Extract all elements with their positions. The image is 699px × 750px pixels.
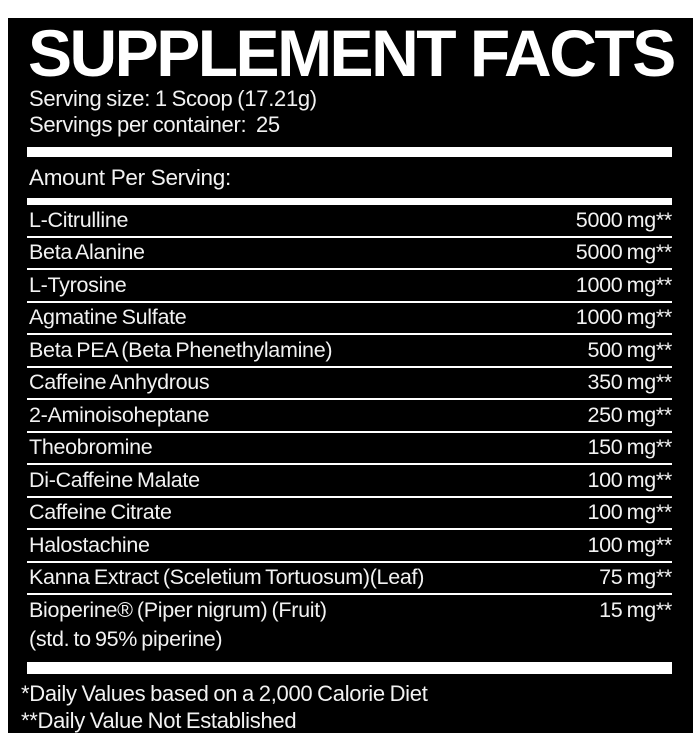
ingredient-amount: 150 mg**	[587, 435, 672, 460]
ingredient-amount: 1000 mg**	[575, 272, 672, 297]
ingredient-row	[27, 530, 672, 563]
ingredient-row	[27, 205, 672, 238]
ingredient-row-continuation	[27, 625, 672, 654]
supplement-facts-title: SUPPLEMENT FACTS	[28, 16, 674, 90]
ingredient-row	[27, 433, 672, 466]
header-divider	[27, 198, 672, 205]
ingredient-amount: 100 mg**	[587, 532, 672, 557]
ingredient-name: 2-Aminoisoheptane	[29, 402, 210, 427]
ingredient-row	[27, 303, 672, 336]
ingredient-amount: 5000 mg**	[575, 207, 672, 232]
ingredient-row	[27, 465, 672, 498]
ingredient-amount: 350 mg**	[587, 370, 672, 395]
ingredient-row	[27, 498, 672, 531]
ingredient-amount: 15 mg**	[599, 597, 672, 622]
footnote-daily-values: *Daily Values based on a 2,000 Calorie Diet	[21, 681, 428, 706]
ingredient-row	[27, 335, 672, 368]
servings-per-container-line: Servings per container: 25	[29, 112, 280, 137]
serving-size-line: Serving size: 1 Scoop (17.21g)	[29, 86, 317, 111]
ingredient-name: L-Citrulline	[29, 207, 129, 232]
footer-divider	[27, 662, 672, 674]
ingredient-amount: 5000 mg**	[575, 240, 672, 265]
ingredient-name: L-Tyrosine	[29, 272, 127, 297]
ingredient-row	[27, 270, 672, 303]
ingredient-name: Caffeine Citrate	[29, 500, 172, 525]
ingredient-table	[27, 205, 672, 654]
amount-per-serving-header: Amount Per Serving:	[29, 165, 231, 190]
ingredient-amount: 100 mg**	[587, 500, 672, 525]
ingredient-name: Agmatine Sulfate	[29, 305, 187, 330]
ingredient-amount: 500 mg**	[587, 337, 672, 362]
ingredient-name: Bioperine® (Piper nigrum) (Fruit)	[29, 597, 327, 622]
ingredient-name: Caffeine Anhydrous	[29, 370, 210, 395]
ingredient-row	[27, 238, 672, 271]
ingredient-name: Theobromine	[29, 435, 153, 460]
ingredient-name: (std. to 95% piperine)	[29, 627, 223, 651]
ingredient-name: Beta Alanine	[29, 240, 145, 265]
ingredient-amount: 75 mg**	[599, 565, 672, 590]
ingredient-amount: 100 mg**	[587, 467, 672, 492]
top-thick-divider	[27, 147, 672, 157]
ingredient-row	[27, 595, 672, 625]
ingredient-row	[27, 368, 672, 401]
ingredient-amount: 1000 mg**	[575, 305, 672, 330]
ingredient-row	[27, 400, 672, 433]
ingredient-name: Beta PEA (Beta Phenethylamine)	[29, 337, 333, 362]
supplement-facts-panel	[8, 18, 693, 733]
footnote-not-established: **Daily Value Not Established	[21, 708, 297, 733]
ingredient-name: Kanna Extract (Sceletium Tortuosum)(Leaf)	[29, 565, 425, 590]
ingredient-row	[27, 563, 672, 596]
ingredient-name: Halostachine	[29, 532, 150, 557]
ingredient-name: Di-Caffeine Malate	[29, 467, 200, 492]
ingredient-amount: 250 mg**	[587, 402, 672, 427]
